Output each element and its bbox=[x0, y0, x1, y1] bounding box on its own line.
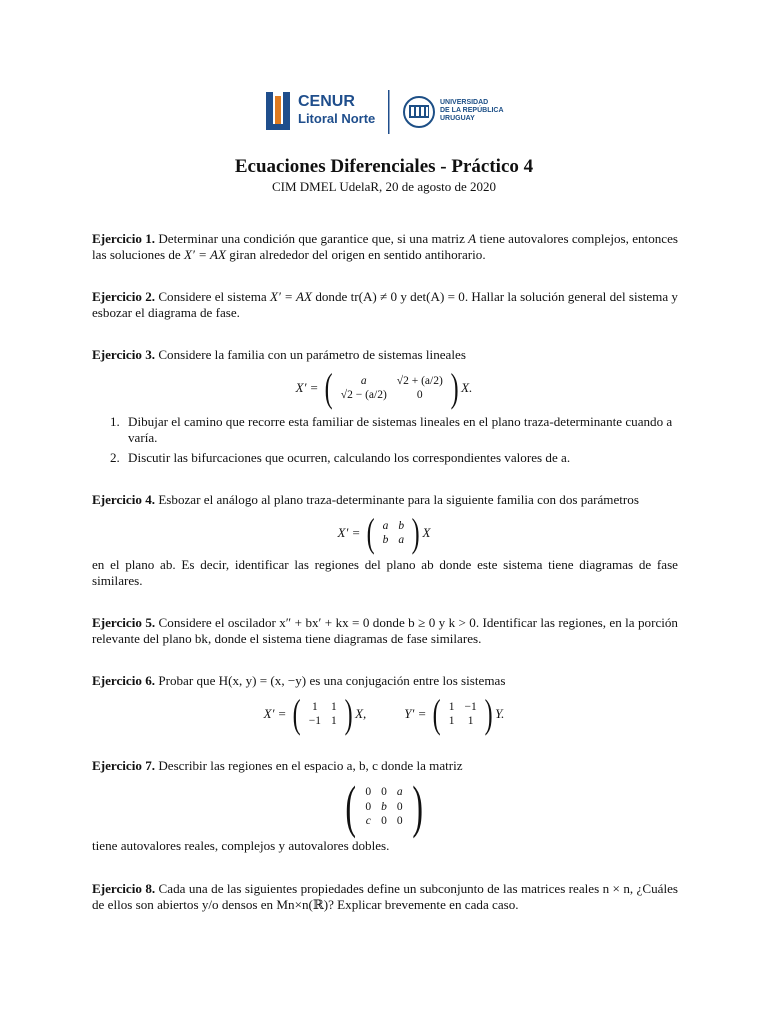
matrix-cell: b bbox=[381, 800, 387, 813]
udelar-line2: DE LA REPÚBLICA bbox=[440, 107, 504, 114]
matrix-cell: √2 + (a/2) bbox=[396, 375, 443, 387]
item-text: Dibujar el camino que recorre esta familiar de sistemas lineales en el plano traza-determinante cuando a varía. bbox=[128, 414, 673, 445]
udelar-logo-text bbox=[440, 99, 504, 123]
left-paren-icon: ( bbox=[345, 774, 357, 839]
exercise-6 bbox=[92, 673, 678, 689]
exercise-4-equation bbox=[0, 510, 768, 555]
exercise-7-matrix bbox=[360, 785, 407, 829]
matrix-cell: a bbox=[382, 520, 389, 532]
exercise-6-text: Probar que H(x, y) = (x, −y) es una conjugación entre los sistemas bbox=[158, 673, 506, 688]
matrix-cell: 1 bbox=[448, 701, 455, 713]
exercise-8 bbox=[92, 881, 678, 912]
matrix-cell: 1 bbox=[448, 715, 455, 727]
exercise-3-rhs: X. bbox=[461, 380, 473, 395]
exercise-6-rhs-2: Y. bbox=[495, 706, 505, 721]
matrix-cell: 0 bbox=[396, 800, 403, 813]
exercise-6-lhs-2: Y′ = bbox=[404, 706, 427, 721]
matrix-cell: c bbox=[365, 815, 371, 828]
right-paren-icon: ) bbox=[484, 691, 493, 736]
exercise-3-item-1 bbox=[112, 414, 678, 445]
matrix-cell: −1 bbox=[464, 701, 477, 713]
udelar-line1: UNIVERSIDAD bbox=[440, 99, 489, 106]
matrix-cell: √2 − (a/2) bbox=[340, 389, 387, 401]
exercise-4-matrix bbox=[378, 519, 410, 547]
exercise-6-lhs-1: X′ = bbox=[263, 706, 287, 721]
left-paren-icon: ( bbox=[325, 365, 334, 410]
exercise-3 bbox=[92, 347, 678, 363]
matrix-cell: 0 bbox=[396, 815, 403, 828]
udelar-line3: URUGUAY bbox=[440, 115, 475, 122]
matrix-cell: 0 bbox=[365, 786, 372, 799]
exercise-5-text: Considere el oscilador x″ + bx′ + kx = 0 donde b ≥ 0 y k > 0. Identificar las regiones, en la porción relevante del plano bk, donde el sistema tiene diagramas de fase similares. bbox=[92, 615, 678, 646]
right-paren-icon: ) bbox=[411, 774, 423, 839]
matrix-cell: 1 bbox=[312, 701, 318, 713]
exercise-7-after: tiene autovalores reales, complejos y autovalores dobles. bbox=[92, 838, 390, 853]
matrix-cell: 1 bbox=[331, 715, 337, 727]
matrix-cell: −1 bbox=[308, 715, 322, 727]
exercise-4-text: Esbozar el análogo al plano traza-determinante para la siguiente familia con dos parámetros bbox=[158, 492, 639, 507]
item-number: 2. bbox=[110, 450, 120, 465]
matrix-cell: 0 bbox=[416, 389, 423, 401]
exercise-8-text: Cada una de las siguientes propiedades define un subconjunto de las matrices reales n × n, ¿Cuáles de ellos son abiertos y/o densos en Mn×n(ℝ)? Explicar brevemente en cada caso. bbox=[92, 881, 678, 912]
right-paren-icon: ) bbox=[411, 510, 420, 555]
exercise-3-matrix bbox=[336, 374, 448, 402]
exercise-7-label: Ejercicio 7. bbox=[92, 758, 156, 773]
exercise-4-rhs: X bbox=[422, 525, 431, 540]
exercise-3-item-2 bbox=[112, 450, 678, 466]
exercise-7 bbox=[92, 758, 678, 774]
exercise-2 bbox=[92, 289, 678, 320]
exercise-6-rhs-1: X, bbox=[355, 706, 367, 721]
document-subtitle: CIM DMEL UdelaR, 20 de agosto de 2020 bbox=[271, 179, 497, 194]
left-paren-icon: ( bbox=[293, 691, 302, 736]
matrix-cell: a bbox=[360, 375, 367, 387]
exercise-2-equation: X′ = AX bbox=[270, 289, 313, 304]
matrix-cell: b bbox=[382, 534, 389, 546]
exercise-5-label: Ejercicio 5. bbox=[92, 615, 156, 630]
exercise-6-equation bbox=[0, 691, 768, 736]
right-paren-icon: ) bbox=[344, 691, 353, 736]
exercise-1-label: Ejercicio 1. bbox=[92, 231, 156, 246]
matrix-cell: 1 bbox=[467, 715, 474, 727]
matrix-cell: 0 bbox=[381, 786, 387, 799]
document-title: Ecuaciones Diferenciales - Práctico 4 bbox=[234, 156, 534, 177]
exercise-1-text-a: Determinar una condición que garantice que, si una matriz bbox=[158, 231, 469, 246]
exercise-6-matrix-2 bbox=[444, 700, 482, 728]
header-logos bbox=[264, 86, 509, 138]
exercise-4 bbox=[92, 492, 678, 508]
exercise-2-text-b: donde tr(A) ≠ 0 y det(A) = 0. Hallar la solución general del sistema y esbozar el diagrama de fase. bbox=[92, 289, 678, 320]
exercise-8-label: Ejercicio 8. bbox=[92, 881, 156, 896]
item-number: 1. bbox=[110, 414, 120, 429]
cenur-line2: Litoral Norte bbox=[298, 111, 376, 126]
exercise-1-text-c: giran alrededor del origen en sentido antihorario. bbox=[226, 246, 486, 262]
exercise-5 bbox=[92, 615, 678, 646]
exercise-3-label: Ejercicio 3. bbox=[92, 347, 156, 362]
exercise-1-equation: X′ = AX bbox=[184, 246, 227, 262]
exercise-1-matrix-symbol: A bbox=[468, 231, 477, 246]
matrix-cell: 0 bbox=[381, 815, 387, 828]
cenur-line1: CENUR bbox=[298, 93, 355, 110]
exercise-7-equation bbox=[0, 774, 768, 839]
matrix-cell: a bbox=[398, 534, 405, 546]
left-paren-icon: ( bbox=[367, 510, 376, 555]
cenur-logo-text bbox=[298, 93, 375, 126]
matrix-cell: 0 bbox=[365, 800, 372, 813]
exercise-4-lhs: X′ = bbox=[337, 525, 361, 540]
exercise-1-text-b: tiene autovalores complejos, entonces las soluciones de bbox=[92, 231, 679, 262]
matrix-cell: 1 bbox=[331, 701, 337, 713]
exercise-4-after: en el plano ab. Es decir, identificar las regiones del plano ab donde este sistema tiene diagramas de fase similares. bbox=[92, 557, 678, 588]
exercise-2-label: Ejercicio 2. bbox=[92, 289, 156, 304]
exercise-6-matrix-1 bbox=[304, 700, 342, 728]
exercise-1 bbox=[92, 231, 678, 262]
exercise-7-text: Describir las regiones en el espacio a, b, c donde la matriz bbox=[158, 758, 463, 773]
exercise-3-lhs: X′ = bbox=[295, 380, 319, 395]
exercise-3-equation bbox=[0, 365, 768, 410]
matrix-cell: b bbox=[398, 520, 405, 532]
matrix-cell: a bbox=[396, 786, 403, 799]
exercise-4-label: Ejercicio 4. bbox=[92, 492, 156, 507]
exercise-2-text-a: Considere el sistema bbox=[158, 289, 270, 304]
right-paren-icon: ) bbox=[450, 365, 459, 410]
left-paren-icon: ( bbox=[433, 691, 442, 736]
exercise-6-label: Ejercicio 6. bbox=[92, 673, 156, 688]
exercise-3-text: Considere la familia con un parámetro de sistemas lineales bbox=[158, 347, 466, 362]
item-text: Discutir las bifurcaciones que ocurren, calculando los correspondientes valores de a. bbox=[128, 450, 571, 465]
